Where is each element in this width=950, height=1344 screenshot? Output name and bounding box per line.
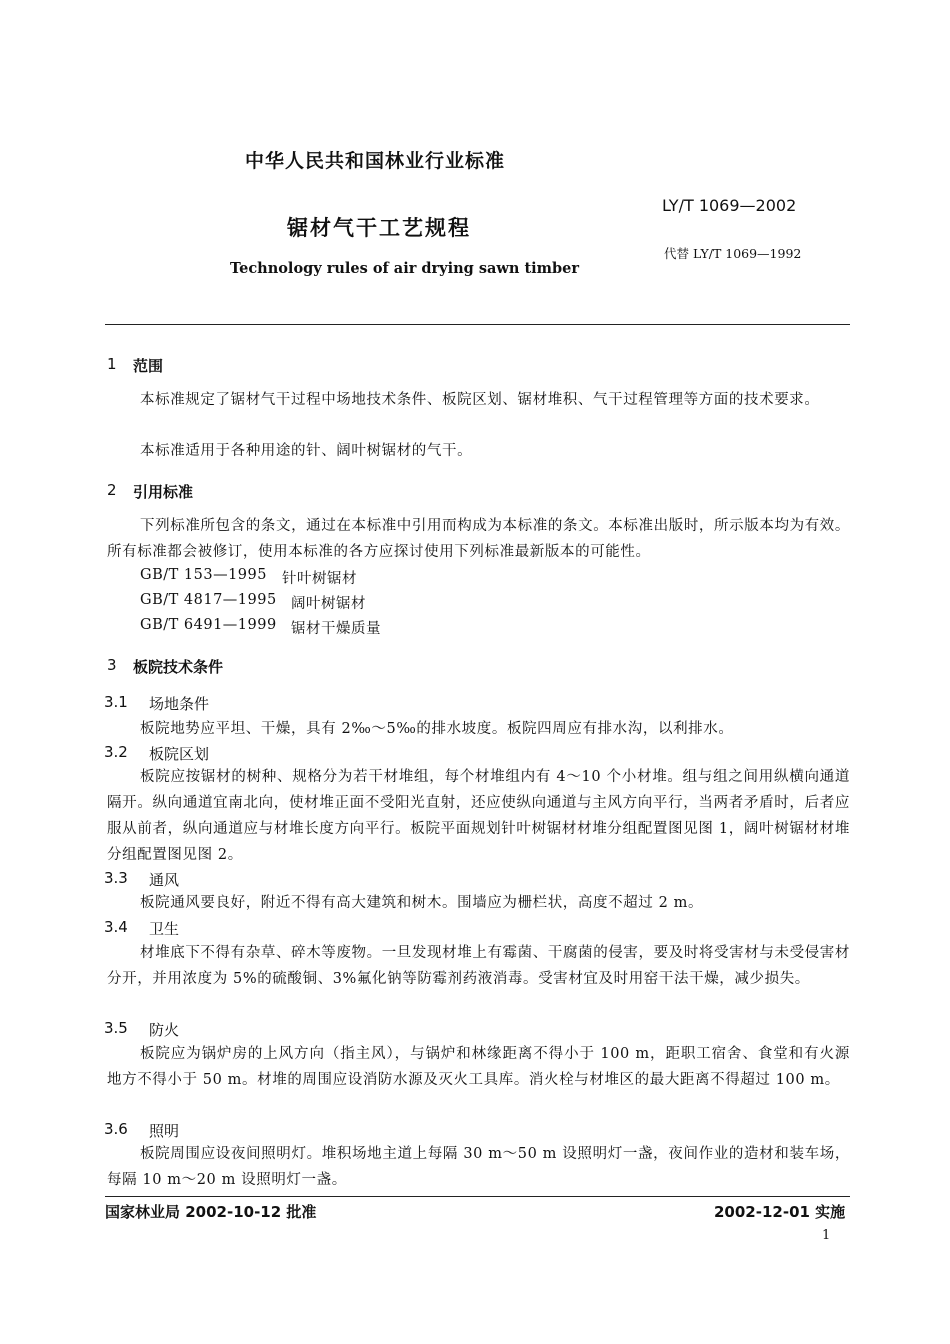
section-2-paragraph-1: 下列标准所包含的条文，通过在本标准中引用而构成为本标准的条文。本标准出版时，所示版本均为有效。所有标准都会被修订，使用本标准的各方应探讨使用下列标准最新版本的可能性。 xyxy=(107,518,850,560)
replaces-standard: 代替 LY/T 1069—1992 xyxy=(664,246,802,261)
header-rule xyxy=(105,324,850,325)
reference-name: 针叶树锯材 xyxy=(282,571,357,587)
subsection-3-3-text: 板院通风要良好，附近不得有高大建筑和树木。围墙应为栅栏状，高度不超过 2 m。 xyxy=(140,895,704,911)
reference-name: 阔叶树锯材 xyxy=(291,596,366,612)
subsection-3-4-number: 3.4 xyxy=(104,918,128,936)
section-1-number: 1 xyxy=(107,355,117,373)
reference-code: GB/T 6491—1999 xyxy=(140,617,277,633)
section-2-number: 2 xyxy=(107,481,117,499)
subsection-3-2-text: 板院应按锯材的树种、规格分为若干材堆组，每个材堆组内有 4～10 个小材堆。组与组之间用纵横向通道隔开。纵向通道宜南北向，使材堆正面不受阳光直射，还应使纵向通道与主风方向平行，当两者矛盾时，后者应服从前者，纵向通道应与材堆长度方向平行。板院平面规划针叶树锯材材堆分组配置图见图 1，阔叶树锯材材堆分组配置图见图 2。 xyxy=(107,769,850,863)
section-1-title: 范围 xyxy=(133,357,164,375)
subsection-3-6-text: 板院周围应设夜间照明灯。堆积场地主道上每隔 30 m～50 m 设照明灯一盏，夜间作业的造材和装车场，每隔 10 m～20 m 设照明灯一盏。 xyxy=(107,1146,850,1188)
subsection-3-3-title: 通风 xyxy=(149,871,180,889)
subsection-3-1-title: 场地条件 xyxy=(149,695,210,713)
subsection-3-4-title: 卫生 xyxy=(149,920,180,938)
approval-line: 国家林业局 2002-10-12 批准 xyxy=(105,1203,317,1221)
page-number: 1 xyxy=(822,1228,831,1243)
subsection-3-6-number: 3.6 xyxy=(104,1120,128,1138)
reference-code: GB/T 4817—1995 xyxy=(140,592,277,608)
org-title: 中华人民共和国林业行业标准 xyxy=(245,150,506,172)
subsection-3-5-number: 3.5 xyxy=(104,1019,128,1037)
reference-code: GB/T 153—1995 xyxy=(140,567,267,583)
effective-date: 2002-12-01 实施 xyxy=(714,1203,846,1221)
section-3-number: 3 xyxy=(107,656,117,674)
subsection-3-2-title: 板院区划 xyxy=(149,745,210,763)
subsection-3-1-number: 3.1 xyxy=(104,693,128,711)
subsection-3-1-text: 板院地势应平坦、干燥，具有 2‰～5‰的排水坡度。板院四周应有排水沟，以利排水。 xyxy=(140,721,734,737)
section-1-paragraph-2: 本标准适用于各种用途的针、阔叶树锯材的气干。 xyxy=(140,443,473,459)
subsection-3-6-title: 照明 xyxy=(149,1122,180,1140)
subsection-3-4-text: 材堆底下不得有杂草、碎木等废物。一旦发现材堆上有霉菌、干腐菌的侵害，要及时将受害材与未受侵害材分开，并用浓度为 5%的硫酸铜、3%氟化钠等防霉剂药液消毒。受害材宜及时用窑干法干燥，减少损失。 xyxy=(107,945,850,987)
section-1-paragraph-1: 本标准规定了锯材气干过程中场地技术条件、板院区划、锯材堆积、气干过程管理等方面的技术要求。 xyxy=(140,392,820,408)
subsection-3-5-title: 防火 xyxy=(149,1021,180,1039)
standard-number: LY/T 1069—2002 xyxy=(662,196,797,215)
section-2-title: 引用标准 xyxy=(133,483,194,501)
document-title-cn: 锯材气干工艺规程 xyxy=(287,216,471,240)
section-3-title: 板院技术条件 xyxy=(133,658,224,676)
subsection-3-2-number: 3.2 xyxy=(104,743,128,761)
subsection-3-5-text: 板院应为锅炉房的上风方向（指主风），与锅炉和林缘距离不得小于 100 m，距职工宿舍、食堂和有火源地方不得小于 50 m。材堆的周围应设消防水源及灭火工具库。消火栓与材堆区的最大距离不得超过 100 m。 xyxy=(107,1046,850,1088)
subsection-3-3-number: 3.3 xyxy=(104,869,128,887)
footer-rule xyxy=(105,1196,850,1197)
reference-name: 锯材干燥质量 xyxy=(291,621,381,637)
document-title-en: Technology rules of air drying sawn timber xyxy=(230,260,580,277)
